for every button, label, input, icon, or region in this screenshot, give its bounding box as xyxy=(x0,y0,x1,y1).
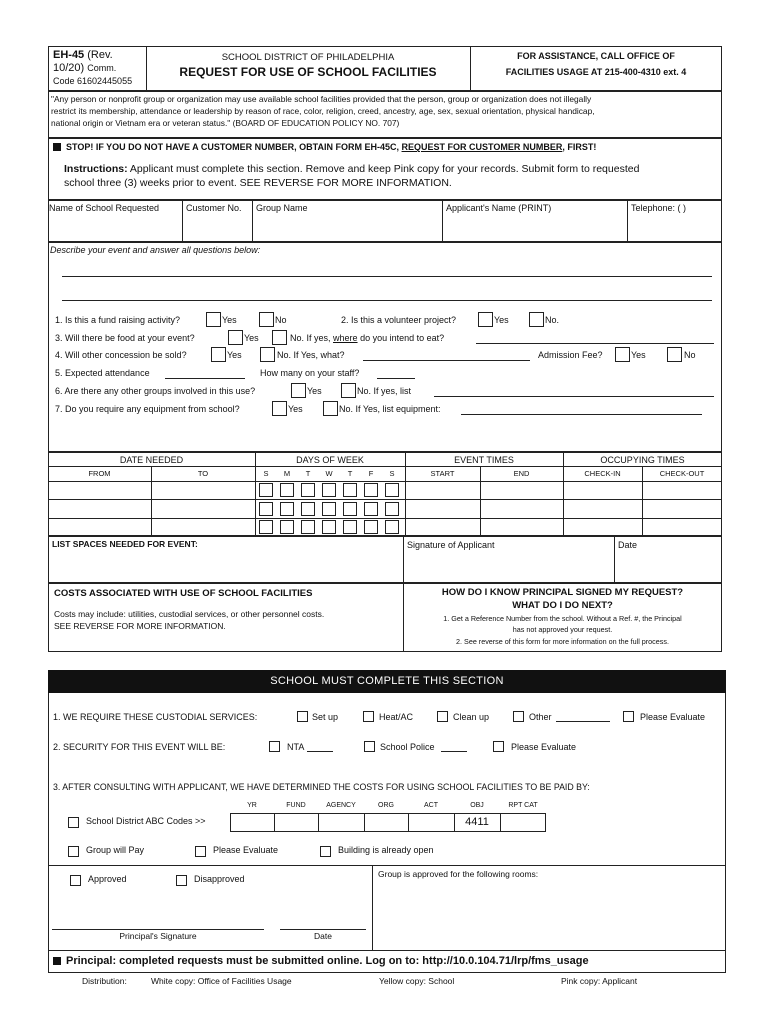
q3-yes-label: Yes xyxy=(244,333,259,343)
day-checkbox[interactable] xyxy=(259,520,273,534)
distribution-yellow: Yellow copy: School xyxy=(379,976,455,986)
group-name-field[interactable]: Group Name xyxy=(256,203,308,213)
q6-list-line[interactable] xyxy=(434,396,714,397)
other-label: Other xyxy=(529,712,552,722)
cleanup-checkbox[interactable] xyxy=(437,711,448,722)
abc-codes-label: School District ABC Codes >> xyxy=(86,816,206,826)
question-3: 3. Will there be food at your event? xyxy=(55,333,195,343)
faq-title-2: WHAT DO I DO NEXT? xyxy=(512,600,613,611)
q1-yes-label: Yes xyxy=(222,315,237,325)
start-header: START xyxy=(430,469,455,478)
q4-admission-label: Admission Fee? xyxy=(538,350,603,360)
day-checkbox[interactable] xyxy=(385,483,399,497)
school-section-title: SCHOOL MUST COMPLETE THIS SECTION xyxy=(270,675,504,687)
security-evaluate-label: Please Evaluate xyxy=(511,742,577,752)
describe-line-1[interactable] xyxy=(62,276,712,277)
day-checkbox[interactable] xyxy=(322,520,336,534)
nta-line[interactable] xyxy=(307,751,333,752)
day-checkbox[interactable] xyxy=(301,502,315,516)
event-times-header: EVENT TIMES xyxy=(454,455,514,465)
rooms-approved-label: Group is approved for the following rooms: xyxy=(378,869,539,879)
cleanup-label: Clean up xyxy=(453,712,490,722)
day-checkbox[interactable] xyxy=(259,483,273,497)
day-checkbox[interactable] xyxy=(301,520,315,534)
disapproved-checkbox[interactable] xyxy=(176,875,187,886)
staff-line[interactable] xyxy=(377,378,415,379)
code-header: YR xyxy=(247,802,257,809)
group-pay-checkbox[interactable] xyxy=(68,846,79,857)
day-checkbox[interactable] xyxy=(343,520,357,534)
occupying-times-header: OCCUPYING TIMES xyxy=(600,455,685,465)
day-checkbox[interactable] xyxy=(322,483,336,497)
q4-what-line[interactable] xyxy=(363,360,530,361)
applicant-name-field[interactable]: Applicant's Name (PRINT) xyxy=(446,203,552,213)
principal-date-label: Date xyxy=(314,931,332,941)
principal-signature-line[interactable] xyxy=(52,929,264,930)
describe-label: Describe your event and answer all questions below: xyxy=(50,245,261,255)
q1-no-checkbox[interactable] xyxy=(259,312,274,327)
costs-line-2: SEE REVERSE FOR MORE INFORMATION. xyxy=(54,621,226,631)
q6-no-label: No. If yes, list xyxy=(357,386,412,396)
q7-yes-checkbox[interactable] xyxy=(272,401,287,416)
policy-line-2: restrict its membership, attendance or leadership by reason of race, color, religion, creed, ancestry, age, sex, sexual orientation, physical handicap, xyxy=(51,106,595,116)
form-rev: 10/20) Comm. xyxy=(53,62,117,74)
square-bullet-icon xyxy=(53,957,61,965)
day-checkbox[interactable] xyxy=(364,483,378,497)
end-header: END xyxy=(513,469,530,478)
distribution-pink: Pink copy: Applicant xyxy=(561,976,638,986)
q7-no-label: No. If Yes, list equipment: xyxy=(339,404,441,414)
day-checkbox[interactable] xyxy=(301,483,315,497)
question-6: 6. Are there any other groups involved in this use? xyxy=(55,386,256,396)
principal-date-line[interactable] xyxy=(280,929,366,930)
faq-step-2: 2. See reverse of this form for more information on the full process. xyxy=(456,637,669,646)
faq-step-1b: has not approved your request. xyxy=(512,625,613,634)
q2-no-label: No. xyxy=(545,315,560,325)
day-checkbox[interactable] xyxy=(259,502,273,516)
form-code: EH-45 (Rev. xyxy=(53,49,113,61)
code-header: ACT xyxy=(424,802,438,809)
school-police-checkbox[interactable] xyxy=(364,741,375,752)
other-checkbox[interactable] xyxy=(513,711,524,722)
day-label: S xyxy=(389,469,395,478)
q7-no-checkbox[interactable] xyxy=(323,401,338,416)
obj-code-value[interactable]: 4411 xyxy=(465,816,489,828)
district-name: SCHOOL DISTRICT OF PHILADELPHIA xyxy=(221,52,395,63)
question-5: 5. Expected attendance xyxy=(55,368,150,378)
day-checkbox[interactable] xyxy=(385,502,399,516)
spaces-needed-label: LIST SPACES NEEDED FOR EVENT: xyxy=(52,539,198,549)
nta-label: NTA xyxy=(287,742,305,752)
stop-notice: STOP! IF YOU DO NOT HAVE A CUSTOMER NUMBER, OBTAIN FORM EH-45C, REQUEST FOR CUSTOMER NUMBER, FIRST! xyxy=(53,142,596,152)
days-of-week-header: DAYS OF WEEK xyxy=(296,455,364,465)
attendance-line[interactable] xyxy=(165,378,245,379)
day-label: S xyxy=(263,469,269,478)
assistance-line-2: FACILITIES USAGE AT 215-400-4310 ext. 4 xyxy=(505,67,687,77)
code-header: OBJ xyxy=(470,802,484,809)
question-1: 1. Is this a fund raising activity? xyxy=(55,315,181,325)
building-open-checkbox[interactable] xyxy=(320,846,331,857)
day-checkbox[interactable] xyxy=(280,520,294,534)
distribution-label: Distribution: xyxy=(82,976,127,986)
custodial-evaluate-checkbox[interactable] xyxy=(623,711,634,722)
approved-checkbox[interactable] xyxy=(70,875,81,886)
applicant-signature-field[interactable]: Signature of Applicant xyxy=(407,540,495,550)
costs-line-1: Costs may include: utilities, custodial services, or other personnel costs. xyxy=(54,609,325,619)
principal-signature-label: Principal's Signature xyxy=(119,931,197,941)
customer-no-field[interactable]: Customer No. xyxy=(186,203,242,213)
building-open-label: Building is already open xyxy=(338,845,434,855)
day-label: T xyxy=(305,469,311,478)
q4-yes-checkbox[interactable] xyxy=(211,347,226,362)
q4-fee-no-label: No xyxy=(684,350,696,360)
security-label: 2. SECURITY FOR THIS EVENT WILL BE: xyxy=(53,742,226,752)
custodial-evaluate-label: Please Evaluate xyxy=(640,712,706,722)
nta-checkbox[interactable] xyxy=(269,741,280,752)
day-checkbox[interactable] xyxy=(364,520,378,534)
check-out-header: CHECK-OUT xyxy=(659,469,705,478)
abc-codes-checkbox[interactable] xyxy=(68,817,79,828)
other-line[interactable] xyxy=(556,721,610,722)
group-pay-label: Group will Pay xyxy=(86,845,145,855)
setup-checkbox[interactable] xyxy=(297,711,308,722)
school-police-label: School Police xyxy=(380,742,435,752)
day-label: T xyxy=(347,469,353,478)
q1-no-label: No xyxy=(275,315,287,325)
day-checkbox[interactable] xyxy=(385,520,399,534)
day-checkbox[interactable] xyxy=(280,483,294,497)
day-checkbox[interactable] xyxy=(280,502,294,516)
faq-title-1: HOW DO I KNOW PRINCIPAL SIGNED MY REQUEST? xyxy=(441,587,684,598)
costs-evaluate-checkbox[interactable] xyxy=(195,846,206,857)
q4-no-checkbox[interactable] xyxy=(260,347,275,362)
q4-fee-yes-label: Yes xyxy=(631,350,646,360)
security-evaluate-checkbox[interactable] xyxy=(493,741,504,752)
code-header: ORG xyxy=(378,802,394,809)
form-comm-code: Code 61602445055 xyxy=(53,76,133,86)
day-checkbox[interactable] xyxy=(343,502,357,516)
telephone-field[interactable]: Telephone: ( ) xyxy=(631,203,687,213)
question-4: 4. Will other concession be sold? xyxy=(55,350,187,360)
question-7: 7. Do you require any equipment from school? xyxy=(55,404,240,414)
date-needed-header: DATE NEEDED xyxy=(119,455,184,465)
code-header: AGENCY xyxy=(326,802,356,809)
page-title: REQUEST FOR USE OF SCHOOL FACILITIES xyxy=(179,65,437,79)
day-checkbox[interactable] xyxy=(343,483,357,497)
q6-yes-label: Yes xyxy=(307,386,322,396)
principal-online-note: Principal: completed requests must be submitted online. Log on to: http://10.0.104.71/lrp/fms_usage xyxy=(53,955,589,968)
from-header: FROM xyxy=(88,469,111,478)
staff-label: How many on your staff? xyxy=(260,368,360,378)
faq-step-1a: 1. Get a Reference Number from the school. Without a Ref. #, the Principal xyxy=(443,614,682,623)
day-label: W xyxy=(325,469,333,478)
q7-equipment-line[interactable] xyxy=(461,414,702,415)
setup-label: Set up xyxy=(312,712,339,722)
heat-ac-checkbox[interactable] xyxy=(363,711,374,722)
q2-yes-checkbox[interactable] xyxy=(478,312,493,327)
costs-evaluate-label: Please Evaluate xyxy=(213,845,279,855)
applicant-date-field[interactable]: Date xyxy=(618,540,638,550)
costs-paid-label: 3. AFTER CONSULTING WITH APPLICANT, WE HAVE DETERMINED THE COSTS FOR USING SCHOOL FACILITIES TO BE PAID BY: xyxy=(53,782,590,792)
describe-line-2[interactable] xyxy=(62,300,712,301)
day-label: F xyxy=(368,469,374,478)
policy-line-3: national origin or Vietnam era or veteran status." (BOARD OF EDUCATION POLICY NO. 707) xyxy=(51,118,400,128)
to-header: TO xyxy=(197,469,209,478)
heat-ac-label: Heat/AC xyxy=(379,712,414,722)
q1-yes-checkbox[interactable] xyxy=(206,312,221,327)
q4-fee-yes-checkbox[interactable] xyxy=(615,347,630,362)
q4-no-label: No. If Yes, what? xyxy=(277,350,345,360)
q6-no-checkbox[interactable] xyxy=(341,383,356,398)
q6-yes-checkbox[interactable] xyxy=(291,383,306,398)
q4-fee-no-checkbox[interactable] xyxy=(667,347,682,362)
code-header: FUND xyxy=(286,802,306,809)
day-label: M xyxy=(283,469,291,478)
q3-no-checkbox[interactable] xyxy=(272,330,287,345)
q3-yes-checkbox[interactable] xyxy=(228,330,243,345)
code-header: RPT CAT xyxy=(508,802,538,809)
q7-yes-label: Yes xyxy=(288,404,303,414)
day-checkbox[interactable] xyxy=(322,502,336,516)
school-police-line[interactable] xyxy=(441,751,467,752)
q3-no-label: No. If yes, where do you intend to eat? xyxy=(290,333,445,343)
assistance-line-1: FOR ASSISTANCE, CALL OFFICE OF xyxy=(517,51,675,61)
distribution-white: White copy: Office of Facilities Usage xyxy=(151,976,292,986)
question-2: 2. Is this a volunteer project? xyxy=(341,315,457,325)
school-name-field[interactable]: Name of School Requested xyxy=(49,203,160,213)
day-checkbox[interactable] xyxy=(364,502,378,516)
q2-yes-label: Yes xyxy=(494,315,509,325)
q3-eat-line[interactable] xyxy=(476,343,714,344)
check-in-header: CHECK-IN xyxy=(584,469,621,478)
q2-no-checkbox[interactable] xyxy=(529,312,544,327)
square-bullet-icon xyxy=(53,143,61,151)
custodial-label: 1. WE REQUIRE THESE CUSTODIAL SERVICES: xyxy=(53,712,258,722)
instructions-line-2: school three (3) weeks prior to event. SEE REVERSE FOR MORE INFORMATION. xyxy=(64,177,452,189)
approved-label: Approved xyxy=(88,874,127,884)
instructions-line-1: Instructions: Applicant must complete this section. Remove and keep Pink copy for your records. Submit form to requested xyxy=(64,163,640,175)
q4-yes-label: Yes xyxy=(227,350,242,360)
disapproved-label: Disapproved xyxy=(194,874,245,884)
policy-line-1: "Any person or nonprofit group or organization may use available school facilities provided that the person, group or organization does not illegally xyxy=(51,94,592,104)
costs-title: COSTS ASSOCIATED WITH USE OF SCHOOL FACILITIES xyxy=(54,588,313,599)
